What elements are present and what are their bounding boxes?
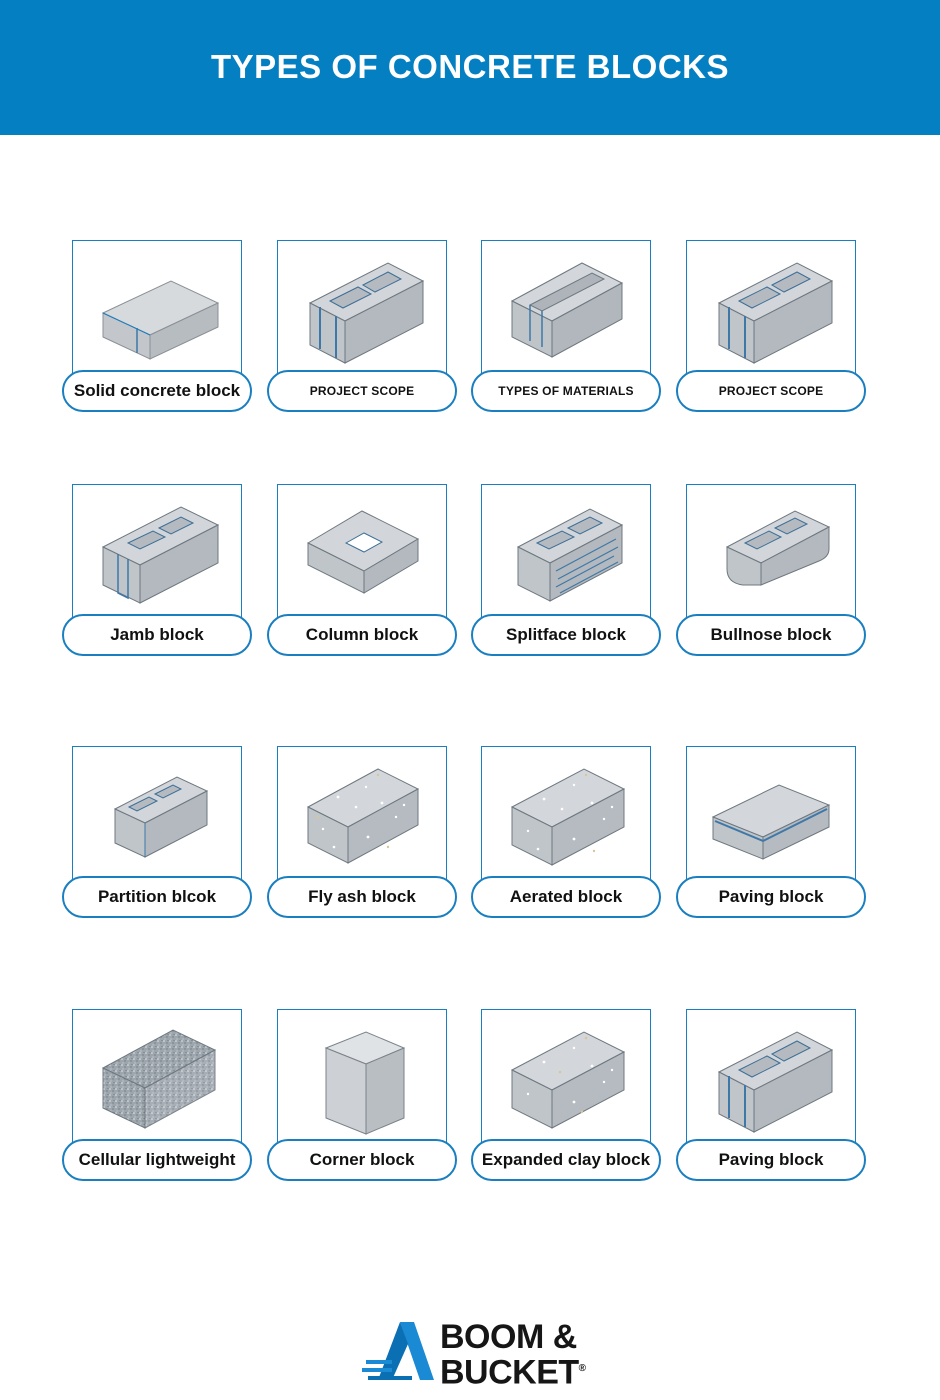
block-card-paving: [676, 746, 868, 922]
registered-mark: ®: [578, 1363, 586, 1374]
block-label-pill: Corner block: [267, 1139, 457, 1181]
aerated-block-icon: [482, 747, 652, 897]
block-card-hollow: [267, 240, 459, 416]
page-header: [0, 0, 940, 135]
block-card-jamb: [62, 484, 254, 660]
block-label-pill: Aerated block: [471, 876, 661, 918]
block-card-cellular: [62, 1009, 254, 1185]
block-card-aerated: [471, 746, 663, 922]
logo-line-1: BOOM &: [440, 1318, 577, 1356]
block-image-frame: [72, 484, 242, 634]
fly-ash-block-icon: [278, 747, 448, 897]
block-card-u-channel: [471, 240, 663, 416]
block-card-hollow-3: [676, 1009, 868, 1185]
logo-mark-icon: [362, 1322, 434, 1384]
block-image-frame: [686, 1009, 856, 1159]
block-image-frame: [481, 746, 651, 896]
block-image-frame: [72, 746, 242, 896]
paving-block-icon: [687, 747, 857, 897]
block-label-pill: Partition blcok: [62, 876, 252, 918]
block-card-solid: [62, 240, 254, 416]
block-image-frame: [481, 484, 651, 634]
block-image-frame: [277, 1009, 447, 1159]
block-label-pill: Expanded clay block: [471, 1139, 661, 1181]
block-card-splitface: [471, 484, 663, 660]
page-title: TYPES OF CONCRETE BLOCKS: [210, 48, 730, 85]
block-label-pill: Paving block: [676, 1139, 866, 1181]
block-label-pill: Bullnose block: [676, 614, 866, 656]
block-image-frame: [72, 240, 242, 390]
block-image-frame: [481, 240, 651, 390]
block-image-frame: [277, 240, 447, 390]
block-label-pill: Splitface block: [471, 614, 661, 656]
hollow-block-icon: [687, 1010, 857, 1160]
block-image-frame: [277, 484, 447, 634]
block-label-pill: Column block: [267, 614, 457, 656]
block-card-bullnose: [676, 484, 868, 660]
column-block-icon: [278, 485, 448, 635]
boom-bucket-logo: [362, 1318, 586, 1392]
block-card-column: [267, 484, 459, 660]
cellular-block-icon: [73, 1010, 243, 1160]
logo-line-2: [440, 1352, 586, 1392]
bullnose-block-icon: [687, 485, 857, 635]
block-label-pill: TYPES OF MATERIALS: [471, 370, 661, 412]
block-card-partition: [62, 746, 254, 922]
block-label-pill: Cellular lightweight: [62, 1139, 252, 1181]
block-image-frame: [72, 1009, 242, 1159]
block-label-pill: Solid concrete block: [62, 370, 252, 412]
block-image-frame: [686, 240, 856, 390]
block-image-frame: [686, 746, 856, 896]
block-label-pill: PROJECT SCOPE: [676, 370, 866, 412]
block-card-expanded-clay: [471, 1009, 663, 1185]
block-card-hollow-2: [676, 240, 868, 416]
block-label-pill: Jamb block: [62, 614, 252, 656]
block-card-corner: [267, 1009, 459, 1185]
block-image-frame: [481, 1009, 651, 1159]
block-label-pill: Fly ash block: [267, 876, 457, 918]
corner-block-icon: [278, 1010, 448, 1160]
block-image-frame: [686, 484, 856, 634]
block-label-pill: Paving block: [676, 876, 866, 918]
jamb-block-icon: [73, 485, 243, 635]
block-card-fly-ash: [267, 746, 459, 922]
block-image-frame: [277, 746, 447, 896]
solid-block-icon: [73, 241, 243, 391]
block-label-pill: PROJECT SCOPE: [267, 370, 457, 412]
hollow-block-icon: [687, 241, 857, 391]
expanded-clay-block-icon: [482, 1010, 652, 1160]
splitface-block-icon: [482, 485, 652, 635]
u-channel-block-icon: [482, 241, 652, 391]
logo-line-2-text: BUCKET: [440, 1353, 579, 1392]
hollow-block-icon: [278, 241, 448, 391]
partition-block-icon: [73, 747, 243, 897]
